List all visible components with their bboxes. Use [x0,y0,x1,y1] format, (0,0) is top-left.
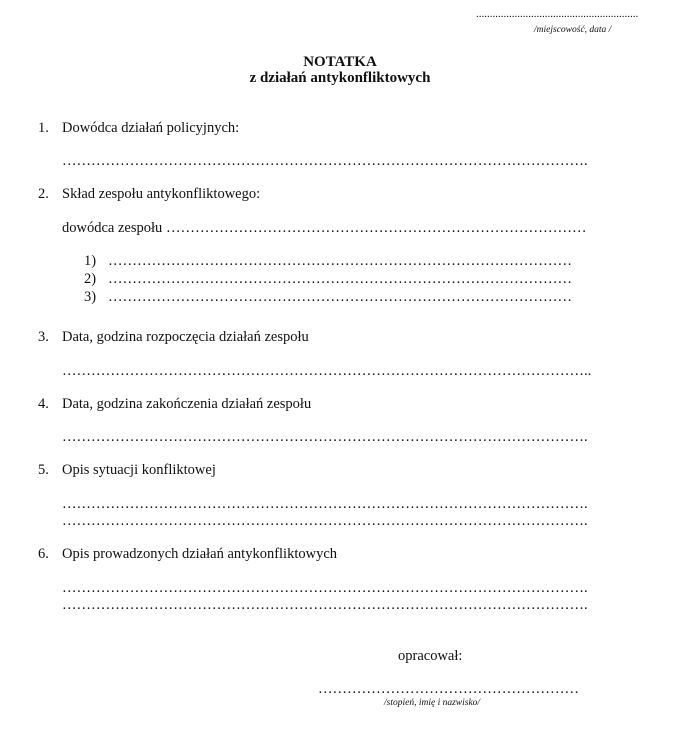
section-label-conflict: Opis sytuacji konfliktowej [62,462,216,478]
section-number: 4. [38,396,49,412]
document-title: NOTATKA [303,54,377,70]
section-number: 5. [38,462,49,478]
fill-in-line[interactable]: ………………………………………………………………………………………………. [62,153,588,169]
section-label-end: Data, godzina zakończenia działań zespołu [62,396,312,412]
section-label-start: Data, godzina rozpoczęcia działań zespołu [62,329,309,345]
document-subtitle: z działań antykonfliktowych [249,70,431,86]
fill-in-line[interactable]: ………………………………………………………………………………………………. [62,580,588,596]
member-number: 1) [84,253,97,269]
fill-in-line[interactable]: ………………………………………………………………………………………………. [62,429,588,445]
member-number: 2) [84,271,97,287]
section-number: 6. [38,546,49,562]
signature-caption: /stopień, imię i nazwisko/ [384,698,481,708]
team-leader-label: dowódca zespołu [62,220,163,236]
fill-in-line[interactable]: ………………………………………………………………………………………………. [62,496,588,512]
place-date-caption: /miejscowość, data / [534,25,612,35]
fill-in-line[interactable]: ………………………………………………………………………………………………. [62,513,588,529]
section-label-team: Skład zespołu antykonfliktowego: [62,186,261,202]
section-number: 2. [38,186,49,202]
fill-in-line[interactable]: …………………………………………………………………………… [166,220,587,236]
fill-in-line[interactable]: ……………………………………………………………………………………………….. [62,363,592,379]
signature-label: opracował: [398,648,463,664]
fill-in-line[interactable]: …………………………………………………………………………………… [108,289,572,305]
section-label-actions: Opis prowadzonych działań antykonfliktowych [62,546,338,562]
signature-line[interactable]: ……………………………………………… [318,681,579,697]
fill-in-line[interactable]: …………………………………………………………………………………… [108,271,572,287]
fill-in-line[interactable]: …………………………………………………………………………………… [108,253,572,269]
section-number: 1. [38,120,49,136]
place-date-blank: ........................................................... [476,8,639,20]
member-number: 3) [84,289,97,305]
section-number: 3. [38,329,49,345]
section-label-commander: Dowódca działań policyjnych: [62,120,240,136]
fill-in-line[interactable]: ………………………………………………………………………………………………. [62,597,588,613]
